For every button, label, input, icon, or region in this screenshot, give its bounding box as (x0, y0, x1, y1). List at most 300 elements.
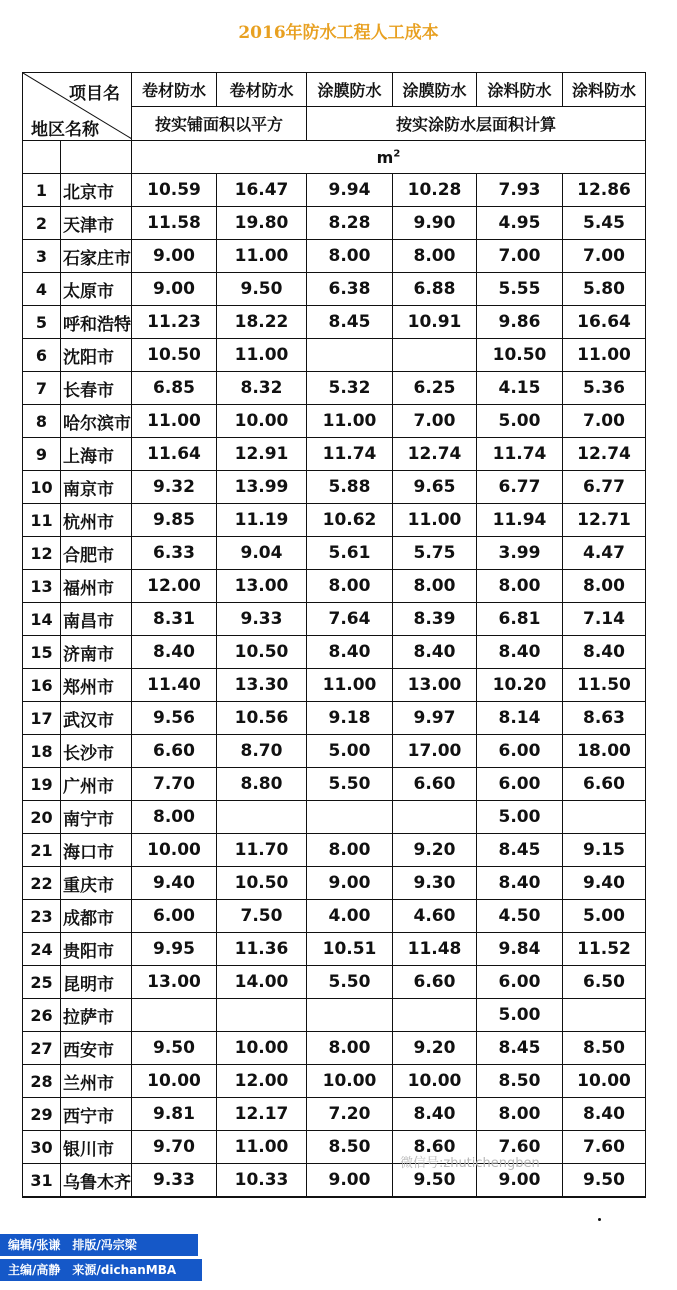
city-name: 兰州市 (61, 1065, 132, 1098)
footer-editor-line: 编辑/张谦 排版/冯宗梁 (0, 1234, 198, 1256)
cost-value: 4.00 (307, 900, 393, 933)
cost-value: 7.50 (217, 900, 307, 933)
city-name: 拉萨市 (61, 999, 132, 1032)
cost-value: 10.50 (217, 636, 307, 669)
city-name: 重庆市 (61, 867, 132, 900)
cost-value: 7.00 (563, 240, 646, 273)
cost-value: 5.55 (477, 273, 563, 306)
cost-value: 5.00 (477, 999, 563, 1032)
item-name-label: 项目名 (69, 84, 120, 104)
watermark-text: 微信号:zhutichengben (400, 1156, 540, 1171)
city-name: 银川市 (61, 1131, 132, 1164)
cost-value: 9.86 (477, 306, 563, 339)
table-row (23, 603, 646, 636)
row-index: 12 (23, 537, 61, 570)
cost-value: 14.00 (217, 966, 307, 999)
city-name: 上海市 (61, 438, 132, 471)
cost-value: 5.50 (307, 966, 393, 999)
cost-value: 10.59 (132, 174, 217, 207)
row-index: 15 (23, 636, 61, 669)
cost-value: 8.39 (393, 603, 477, 636)
cost-value: 10.51 (307, 933, 393, 966)
cost-value: 9.32 (132, 471, 217, 504)
cost-value: 16.64 (563, 306, 646, 339)
cost-value: 5.00 (477, 801, 563, 834)
cost-value: 7.14 (563, 603, 646, 636)
city-name: 沈阳市 (61, 339, 132, 372)
city-name: 海口市 (61, 834, 132, 867)
cost-value: 9.00 (307, 1164, 393, 1198)
corner-header-cell (23, 73, 132, 141)
cost-value: 9.18 (307, 702, 393, 735)
cost-value: 17.00 (393, 735, 477, 768)
cost-value (132, 999, 217, 1032)
cost-value: 13.30 (217, 669, 307, 702)
cost-value: 9.40 (563, 867, 646, 900)
table-row (23, 174, 646, 207)
cost-value: 8.40 (307, 636, 393, 669)
category-header: 涂膜防水 (393, 73, 477, 107)
table-row (23, 306, 646, 339)
table-row (23, 471, 646, 504)
row-index: 3 (23, 240, 61, 273)
coat-basis-header: 按实涂防水层面积计算 (307, 107, 646, 141)
cost-value: 8.63 (563, 702, 646, 735)
cost-value: 9.97 (393, 702, 477, 735)
cost-value: 7.00 (563, 405, 646, 438)
unit-header (132, 141, 646, 174)
cost-value: 13.00 (217, 570, 307, 603)
cost-value: 18.22 (217, 306, 307, 339)
cost-value: 11.00 (307, 669, 393, 702)
cost-value: 7.93 (477, 174, 563, 207)
cost-value: 8.60 (393, 1131, 477, 1164)
cost-value: 18.00 (563, 735, 646, 768)
table-row (23, 1032, 646, 1065)
cost-value: 11.74 (477, 438, 563, 471)
cost-value: 6.77 (563, 471, 646, 504)
table-row (23, 1131, 646, 1164)
city-name: 呼和浩特 (61, 306, 132, 339)
cost-value: 10.00 (563, 1065, 646, 1098)
cost-value: 10.00 (393, 1065, 477, 1098)
roll-basis-header: 按实铺面积以平方 (132, 107, 307, 141)
cost-value (307, 339, 393, 372)
cost-value: 9.50 (217, 273, 307, 306)
cost-value: 8.00 (477, 570, 563, 603)
row-index: 19 (23, 768, 61, 801)
cost-value: 10.50 (477, 339, 563, 372)
row-index: 8 (23, 405, 61, 438)
cost-value: 6.00 (477, 768, 563, 801)
cost-value: 12.17 (217, 1098, 307, 1131)
cost-value: 5.61 (307, 537, 393, 570)
cost-value: 6.33 (132, 537, 217, 570)
cost-value: 8.50 (477, 1065, 563, 1098)
cost-value: 12.71 (563, 504, 646, 537)
cost-value: 9.50 (132, 1032, 217, 1065)
cost-value: 11.50 (563, 669, 646, 702)
table-row (23, 933, 646, 966)
cost-value: 11.23 (132, 306, 217, 339)
cost-value: 9.00 (307, 867, 393, 900)
cost-value: 11.00 (132, 405, 217, 438)
cost-value: 9.40 (132, 867, 217, 900)
row-index: 22 (23, 867, 61, 900)
page-title: 2016年防水工程人工成本 (238, 23, 439, 43)
cost-value (307, 999, 393, 1032)
dot-mark (598, 1218, 601, 1221)
cost-value: 8.40 (563, 636, 646, 669)
cost-value: 9.04 (217, 537, 307, 570)
cost-value: 8.40 (393, 1098, 477, 1131)
cost-value: 8.00 (307, 240, 393, 273)
cost-value: 4.60 (393, 900, 477, 933)
row-index: 27 (23, 1032, 61, 1065)
city-name: 石家庄市 (61, 240, 132, 273)
cost-value: 9.00 (132, 273, 217, 306)
cost-value: 9.65 (393, 471, 477, 504)
cost-value: 10.62 (307, 504, 393, 537)
table-row (23, 207, 646, 240)
cost-value: 10.33 (217, 1164, 307, 1198)
city-name: 广州市 (61, 768, 132, 801)
cost-value: 8.80 (217, 768, 307, 801)
city-name: 成都市 (61, 900, 132, 933)
cost-value: 12.86 (563, 174, 646, 207)
cost-value: 8.45 (477, 834, 563, 867)
cost-value: 9.84 (477, 933, 563, 966)
cost-value: 4.47 (563, 537, 646, 570)
cost-value: 8.00 (307, 570, 393, 603)
city-name: 天津市 (61, 207, 132, 240)
cost-value: 11.19 (217, 504, 307, 537)
cost-value: 11.52 (563, 933, 646, 966)
cost-value: 6.00 (477, 735, 563, 768)
cost-value: 10.00 (132, 1065, 217, 1098)
row-index: 23 (23, 900, 61, 933)
city-name: 郑州市 (61, 669, 132, 702)
row-index: 14 (23, 603, 61, 636)
table-row (23, 768, 646, 801)
table-row (23, 966, 646, 999)
city-name: 长春市 (61, 372, 132, 405)
unit-base: m (376, 147, 394, 167)
cost-value: 10.00 (307, 1065, 393, 1098)
cost-value: 5.75 (393, 537, 477, 570)
cost-value: 8.00 (132, 801, 217, 834)
cost-value: 9.20 (393, 834, 477, 867)
row-index: 13 (23, 570, 61, 603)
table-row (23, 570, 646, 603)
empty-cell (61, 141, 132, 174)
table-row (23, 405, 646, 438)
city-name: 哈尔滨市 (61, 405, 132, 438)
table-row (23, 438, 646, 471)
cost-value: 7.00 (393, 405, 477, 438)
cost-table (22, 72, 646, 1198)
cost-value: 11.00 (307, 405, 393, 438)
cost-value: 5.80 (563, 273, 646, 306)
cost-value: 6.50 (563, 966, 646, 999)
cost-value: 11.00 (217, 1131, 307, 1164)
cost-value: 10.20 (477, 669, 563, 702)
cost-value: 5.36 (563, 372, 646, 405)
cost-value: 4.50 (477, 900, 563, 933)
cost-value (563, 801, 646, 834)
cost-value: 12.91 (217, 438, 307, 471)
category-header: 涂膜防水 (307, 73, 393, 107)
cost-value: 11.36 (217, 933, 307, 966)
cost-value: 9.94 (307, 174, 393, 207)
cost-value: 4.95 (477, 207, 563, 240)
cost-value: 6.88 (393, 273, 477, 306)
cost-value: 6.60 (393, 966, 477, 999)
cost-value: 8.00 (307, 834, 393, 867)
table-row (23, 1065, 646, 1098)
cost-value: 10.56 (217, 702, 307, 735)
cost-value: 9.50 (563, 1164, 646, 1198)
table-row (23, 339, 646, 372)
city-name: 贵阳市 (61, 933, 132, 966)
city-name: 南宁市 (61, 801, 132, 834)
cost-value: 9.90 (393, 207, 477, 240)
cost-value: 9.95 (132, 933, 217, 966)
category-header: 卷材防水 (132, 73, 217, 107)
cost-value: 5.45 (563, 207, 646, 240)
cost-value: 3.99 (477, 537, 563, 570)
cost-value: 12.00 (217, 1065, 307, 1098)
cost-value: 9.33 (217, 603, 307, 636)
cost-value: 11.00 (217, 339, 307, 372)
row-index: 10 (23, 471, 61, 504)
cost-value (563, 999, 646, 1032)
cost-value: 8.40 (477, 636, 563, 669)
cost-value: 10.00 (217, 1032, 307, 1065)
category-header: 涂料防水 (477, 73, 563, 107)
cost-value: 10.50 (132, 339, 217, 372)
cost-value: 5.00 (477, 405, 563, 438)
row-index: 30 (23, 1131, 61, 1164)
cost-value: 8.00 (307, 1032, 393, 1065)
cost-value: 5.00 (307, 735, 393, 768)
cost-value: 8.40 (477, 867, 563, 900)
cost-value: 8.40 (563, 1098, 646, 1131)
cost-value: 8.28 (307, 207, 393, 240)
cost-value: 16.47 (217, 174, 307, 207)
category-header: 涂料防水 (563, 73, 646, 107)
cost-value: 11.74 (307, 438, 393, 471)
cost-value: 11.70 (217, 834, 307, 867)
cost-value: 7.64 (307, 603, 393, 636)
cost-value: 11.48 (393, 933, 477, 966)
cost-value: 11.00 (563, 339, 646, 372)
city-name: 乌鲁木齐 (61, 1164, 132, 1198)
footer-source-line: 主编/高静 来源/dichanMBA (0, 1259, 202, 1281)
cost-value: 9.70 (132, 1131, 217, 1164)
row-index: 6 (23, 339, 61, 372)
city-name: 福州市 (61, 570, 132, 603)
cost-value: 8.00 (393, 240, 477, 273)
cost-value: 7.60 (563, 1131, 646, 1164)
cost-value: 6.00 (132, 900, 217, 933)
city-name: 太原市 (61, 273, 132, 306)
table-row (23, 372, 646, 405)
cost-value: 5.50 (307, 768, 393, 801)
cost-value: 12.00 (132, 570, 217, 603)
row-index: 25 (23, 966, 61, 999)
cost-value: 6.85 (132, 372, 217, 405)
cost-value: 9.00 (477, 1164, 563, 1198)
cost-value: 8.00 (563, 570, 646, 603)
cost-value: 9.81 (132, 1098, 217, 1131)
cost-value: 11.94 (477, 504, 563, 537)
category-header: 卷材防水 (217, 73, 307, 107)
table-row (23, 702, 646, 735)
cost-value: 9.50 (393, 1164, 477, 1198)
city-name: 南京市 (61, 471, 132, 504)
cost-value: 7.00 (477, 240, 563, 273)
table-row (23, 537, 646, 570)
cost-value: 9.33 (132, 1164, 217, 1198)
row-index: 31 (23, 1164, 61, 1198)
cost-value (307, 801, 393, 834)
cost-value: 10.28 (393, 174, 477, 207)
city-name: 昆明市 (61, 966, 132, 999)
row-index: 28 (23, 1065, 61, 1098)
cost-value (393, 339, 477, 372)
city-name: 杭州市 (61, 504, 132, 537)
cost-value: 5.88 (307, 471, 393, 504)
table-row (23, 834, 646, 867)
cost-value: 6.00 (477, 966, 563, 999)
cost-value: 8.00 (477, 1098, 563, 1131)
cost-value: 11.40 (132, 669, 217, 702)
cost-value (217, 999, 307, 1032)
cost-value: 11.58 (132, 207, 217, 240)
row-index: 29 (23, 1098, 61, 1131)
empty-cell (23, 141, 61, 174)
cost-value: 10.91 (393, 306, 477, 339)
row-index: 21 (23, 834, 61, 867)
row-index: 4 (23, 273, 61, 306)
cost-value: 6.60 (132, 735, 217, 768)
cost-value: 19.80 (217, 207, 307, 240)
cost-value: 8.32 (217, 372, 307, 405)
cost-value: 12.74 (563, 438, 646, 471)
table-row (23, 999, 646, 1032)
cost-value (217, 801, 307, 834)
cost-value: 10.00 (132, 834, 217, 867)
city-name: 武汉市 (61, 702, 132, 735)
row-index: 1 (23, 174, 61, 207)
cost-value: 6.60 (393, 768, 477, 801)
cost-value: 6.60 (563, 768, 646, 801)
table-row (23, 504, 646, 537)
cost-value: 8.70 (217, 735, 307, 768)
cost-value: 5.00 (563, 900, 646, 933)
region-name-label: 地区名称 (31, 120, 99, 140)
table-row (23, 636, 646, 669)
cost-value: 6.38 (307, 273, 393, 306)
row-index: 17 (23, 702, 61, 735)
table-row (23, 1164, 646, 1198)
cost-value: 6.77 (477, 471, 563, 504)
cost-value: 7.60 (477, 1131, 563, 1164)
cost-value: 9.85 (132, 504, 217, 537)
cost-value: 11.00 (393, 504, 477, 537)
cost-value: 8.50 (307, 1131, 393, 1164)
row-index: 16 (23, 669, 61, 702)
cost-value (393, 999, 477, 1032)
city-name: 西安市 (61, 1032, 132, 1065)
cost-value: 4.15 (477, 372, 563, 405)
cost-value: 13.00 (393, 669, 477, 702)
cost-value: 7.70 (132, 768, 217, 801)
cost-value (393, 801, 477, 834)
table-row (23, 1098, 646, 1131)
cost-value: 6.25 (393, 372, 477, 405)
row-index: 11 (23, 504, 61, 537)
cost-value: 9.20 (393, 1032, 477, 1065)
row-index: 7 (23, 372, 61, 405)
table-row (23, 240, 646, 273)
row-index: 9 (23, 438, 61, 471)
city-name: 西宁市 (61, 1098, 132, 1131)
cost-value: 11.64 (132, 438, 217, 471)
row-index: 18 (23, 735, 61, 768)
city-name: 北京市 (61, 174, 132, 207)
cost-value: 8.50 (563, 1032, 646, 1065)
row-index: 24 (23, 933, 61, 966)
city-name: 南昌市 (61, 603, 132, 636)
cost-value: 13.00 (132, 966, 217, 999)
table-row (23, 669, 646, 702)
cost-value: 8.14 (477, 702, 563, 735)
table-row (23, 735, 646, 768)
table-row (23, 273, 646, 306)
cost-value: 8.45 (477, 1032, 563, 1065)
city-name: 济南市 (61, 636, 132, 669)
row-index: 2 (23, 207, 61, 240)
cost-value: 9.15 (563, 834, 646, 867)
cost-value: 6.81 (477, 603, 563, 636)
city-name: 长沙市 (61, 735, 132, 768)
cost-value: 8.00 (393, 570, 477, 603)
cost-value: 9.30 (393, 867, 477, 900)
cost-value: 8.31 (132, 603, 217, 636)
cost-value: 8.45 (307, 306, 393, 339)
row-index: 5 (23, 306, 61, 339)
city-name: 合肥市 (61, 537, 132, 570)
table-row (23, 801, 646, 834)
cost-value: 9.56 (132, 702, 217, 735)
cost-value: 5.32 (307, 372, 393, 405)
cost-value: 12.74 (393, 438, 477, 471)
cost-value: 8.40 (132, 636, 217, 669)
table-row (23, 867, 646, 900)
cost-value: 7.20 (307, 1098, 393, 1131)
cost-value: 13.99 (217, 471, 307, 504)
cost-value: 10.00 (217, 405, 307, 438)
cost-value: 10.50 (217, 867, 307, 900)
cost-value: 9.00 (132, 240, 217, 273)
table-row (23, 900, 646, 933)
unit-exponent: 2 (393, 148, 401, 160)
cost-value: 11.00 (217, 240, 307, 273)
row-index: 20 (23, 801, 61, 834)
row-index: 26 (23, 999, 61, 1032)
